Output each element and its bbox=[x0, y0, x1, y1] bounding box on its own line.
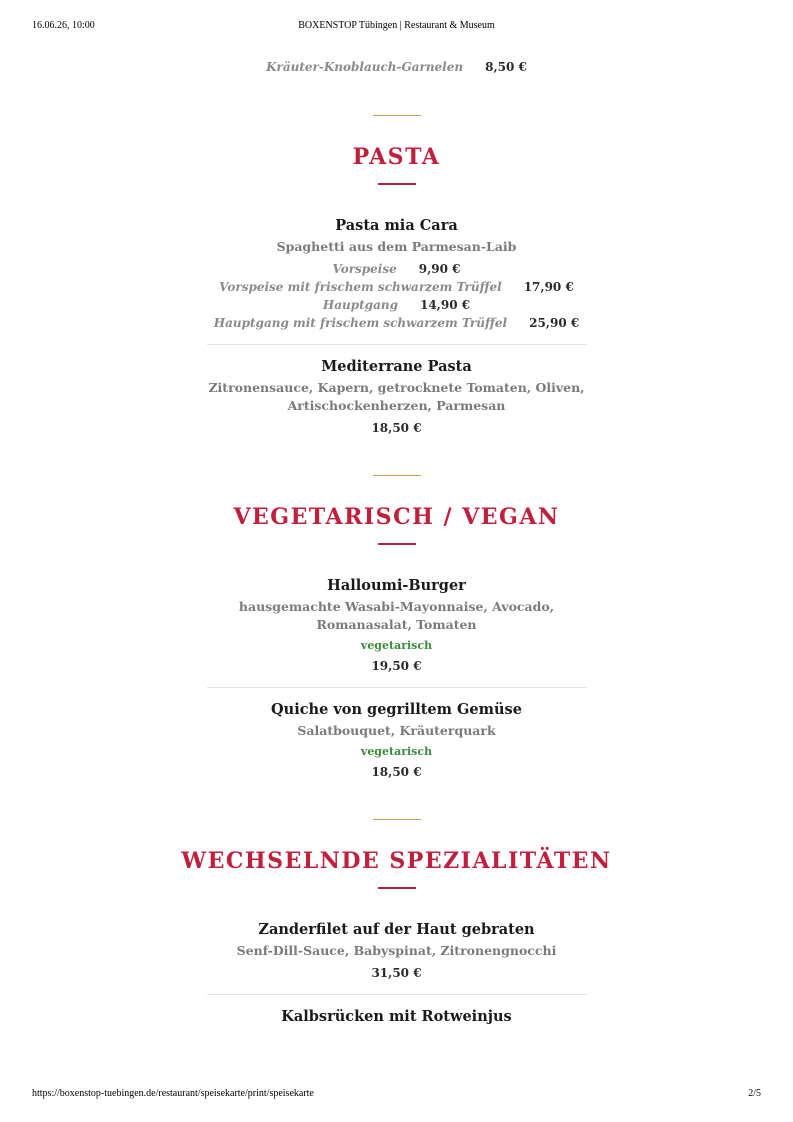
dish-description-line: Artischockenherzen, Parmesan bbox=[287, 398, 506, 413]
option-price: 8,50 € bbox=[485, 60, 527, 74]
price-option bbox=[207, 260, 587, 278]
dish-name: Kalbsrücken mit Rotweinjus bbox=[281, 1008, 512, 1025]
dish-name: Pasta mia Cara bbox=[335, 217, 458, 234]
dish-name: Zanderfilet auf der Haut gebraten bbox=[258, 921, 535, 938]
option-label: Vorspeise mit frischem schwarzem Trüffel bbox=[219, 280, 502, 294]
option-price: 14,90 € bbox=[419, 298, 471, 312]
menu-item-zanderfilet bbox=[207, 920, 587, 982]
price-option bbox=[207, 296, 587, 314]
option-label: Kräuter-Knoblauch-Garnelen bbox=[266, 60, 464, 74]
dish-name: Mediterrane Pasta bbox=[321, 358, 472, 375]
price-option bbox=[207, 278, 587, 296]
section-title-vegetarisch-vegan: VEGETARISCH / VEGAN bbox=[233, 504, 560, 530]
option-label: Hauptgang mit frischem schwarzem Trüffel bbox=[213, 316, 508, 330]
print-source-url: https://boxenstop-tuebingen.de/restaurant/speisekarte/print/speisekarte bbox=[32, 1088, 314, 1099]
carryover-price-row bbox=[0, 58, 793, 76]
section-title-wechselnde-spezialitaeten: WECHSELNDE SPEZIALITÄTEN bbox=[181, 848, 612, 874]
print-datetime: 16.06.26, 10:00 bbox=[32, 20, 95, 31]
menu-content bbox=[0, 58, 793, 1027]
dish-description-line: Zitronensauce, Kapern, getrocknete Tomaten, Oliven, bbox=[208, 380, 585, 395]
vegetarian-tag: vegetarisch bbox=[360, 745, 433, 758]
dish-description: Salatbouquet, Kräuterquark bbox=[297, 723, 496, 738]
price-option bbox=[207, 314, 587, 332]
section-title-pasta: PASTA bbox=[352, 144, 441, 170]
option-label: Vorspeise bbox=[332, 262, 397, 276]
option-price: 17,90 € bbox=[523, 280, 574, 294]
dish-price: 18,50 € bbox=[371, 765, 422, 779]
menu-item-mediterrane-pasta bbox=[207, 357, 587, 437]
menu-item-pasta-mia-cara bbox=[207, 216, 587, 332]
menu-item-quiche-gemuese bbox=[207, 700, 587, 781]
dish-description: Spaghetti aus dem Parmesan-Laib bbox=[276, 239, 517, 254]
dish-description-line: Romanasalat, Tomaten bbox=[316, 617, 477, 632]
vegetarian-tag: vegetarisch bbox=[360, 639, 433, 652]
print-header bbox=[32, 20, 761, 34]
menu-item-kalbsruecken bbox=[207, 1007, 587, 1027]
dish-description: Senf-Dill-Sauce, Babyspinat, Zitronengnocchi bbox=[236, 943, 557, 958]
dish-price: 19,50 € bbox=[371, 659, 422, 673]
option-label: Hauptgang bbox=[322, 298, 398, 312]
print-page-number: 2/5 bbox=[748, 1088, 761, 1099]
print-page-title: BOXENSTOP Tübingen | Restaurant & Museum bbox=[298, 20, 495, 31]
menu-item-halloumi-burger bbox=[207, 576, 587, 675]
print-footer bbox=[32, 1088, 761, 1102]
option-price: 25,90 € bbox=[529, 316, 580, 330]
dish-price: 18,50 € bbox=[371, 421, 422, 435]
dish-name: Halloumi-Burger bbox=[327, 577, 466, 594]
dish-name: Quiche von gegrilltem Gemüse bbox=[271, 701, 522, 718]
option-price: 9,90 € bbox=[418, 262, 461, 276]
dish-description-line: hausgemachte Wasabi-Mayonnaise, Avocado, bbox=[238, 599, 555, 614]
dish-price: 31,50 € bbox=[371, 966, 422, 980]
